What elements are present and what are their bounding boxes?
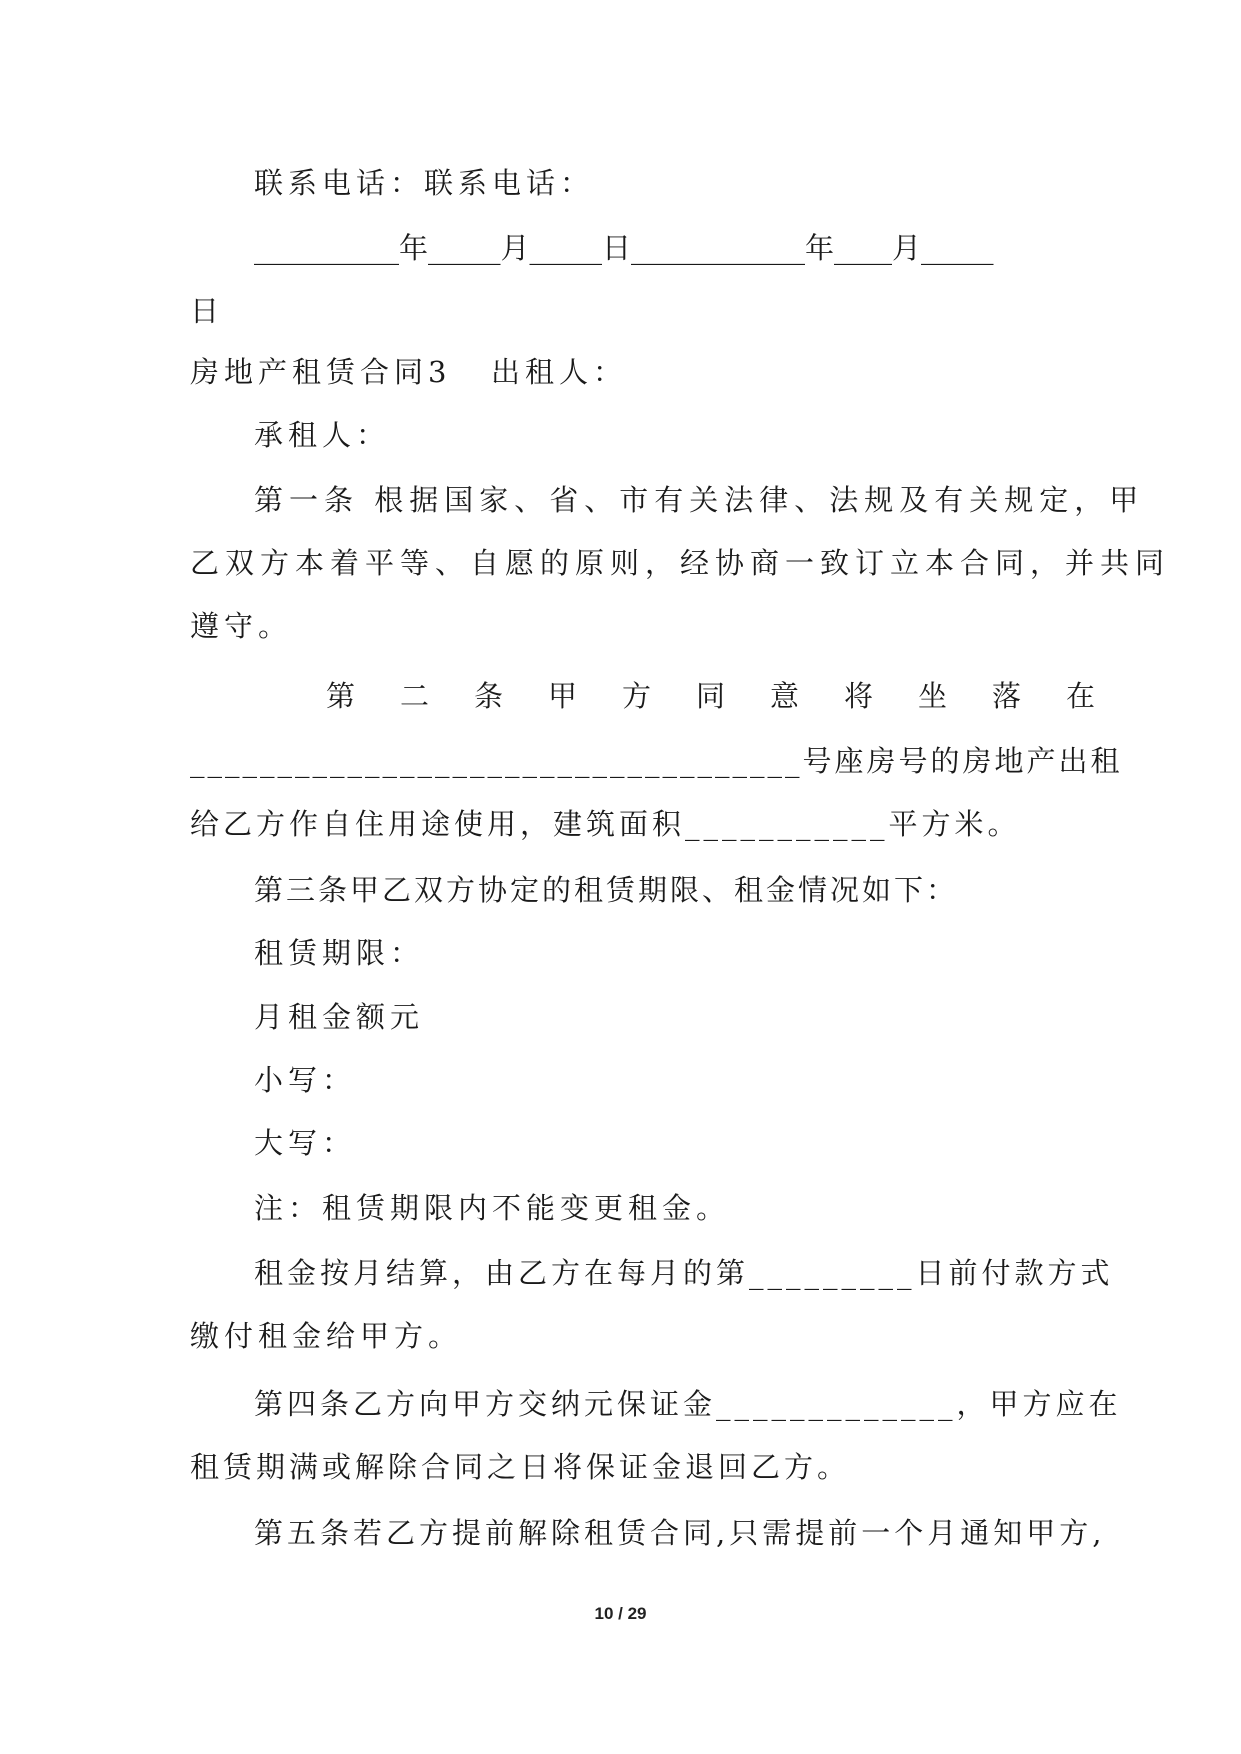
- contract-title: 房地产租赁合同3: [190, 355, 452, 389]
- lessor-label: 出租人：: [491, 355, 628, 389]
- date-day-char: 日: [190, 294, 225, 328]
- date-blanks-line: __________年_____月_____日____________年____月_____: [254, 231, 994, 265]
- page-number: 10 / 29: [594, 1604, 647, 1623]
- monthly-rent-label: 月租金额元: [254, 1000, 425, 1034]
- payment-line-2: 缴付租金给甲方。: [190, 1319, 463, 1353]
- clause-3-heading: 第三条甲乙双方协定的租赁期限、租金情况如下：: [254, 873, 959, 907]
- payment-line-1: 租金按月结算，由乙方在每月的第_________日前付款方式: [254, 1256, 1114, 1290]
- uppercase-amount-label: 大写：: [254, 1126, 357, 1160]
- clause-4-line-1: 第四条乙方向甲方交纳元保证金_____________，甲方应在: [254, 1387, 1122, 1421]
- clause-1-line-3: 遵守。: [190, 609, 293, 643]
- lease-term-label: 租赁期限：: [254, 936, 425, 970]
- clause-1-line-2: 乙双方本着平等、自愿的原则，经协商一致订立本合同，并共同: [190, 546, 1171, 580]
- clause-2-line-1: 第二条甲方同意将坐落在: [326, 679, 1141, 713]
- lowercase-amount-label: 小写：: [254, 1063, 357, 1097]
- rent-note: 注：租赁期限内不能变更租金。: [254, 1191, 731, 1225]
- contact-phone-line: 联系电话：联系电话：: [254, 166, 595, 200]
- clause-1-line-1: 第一条 根据国家、省、市有关法律、法规及有关规定，甲: [254, 483, 1145, 517]
- clause-5-line-1: 第五条若乙方提前解除租赁合同,只需提前一个月通知甲方,: [254, 1516, 1106, 1550]
- clause-4-line-2: 租赁期满或解除合同之日将保证金退回乙方。: [190, 1450, 851, 1484]
- lessee-label: 承租人：: [254, 418, 391, 452]
- clause-2-line-2: ___________________________________号座房号的房地产出租: [190, 744, 1123, 778]
- clause-2-line-3: 给乙方作自住用途使用，建筑面积___________平方米。: [190, 807, 1021, 841]
